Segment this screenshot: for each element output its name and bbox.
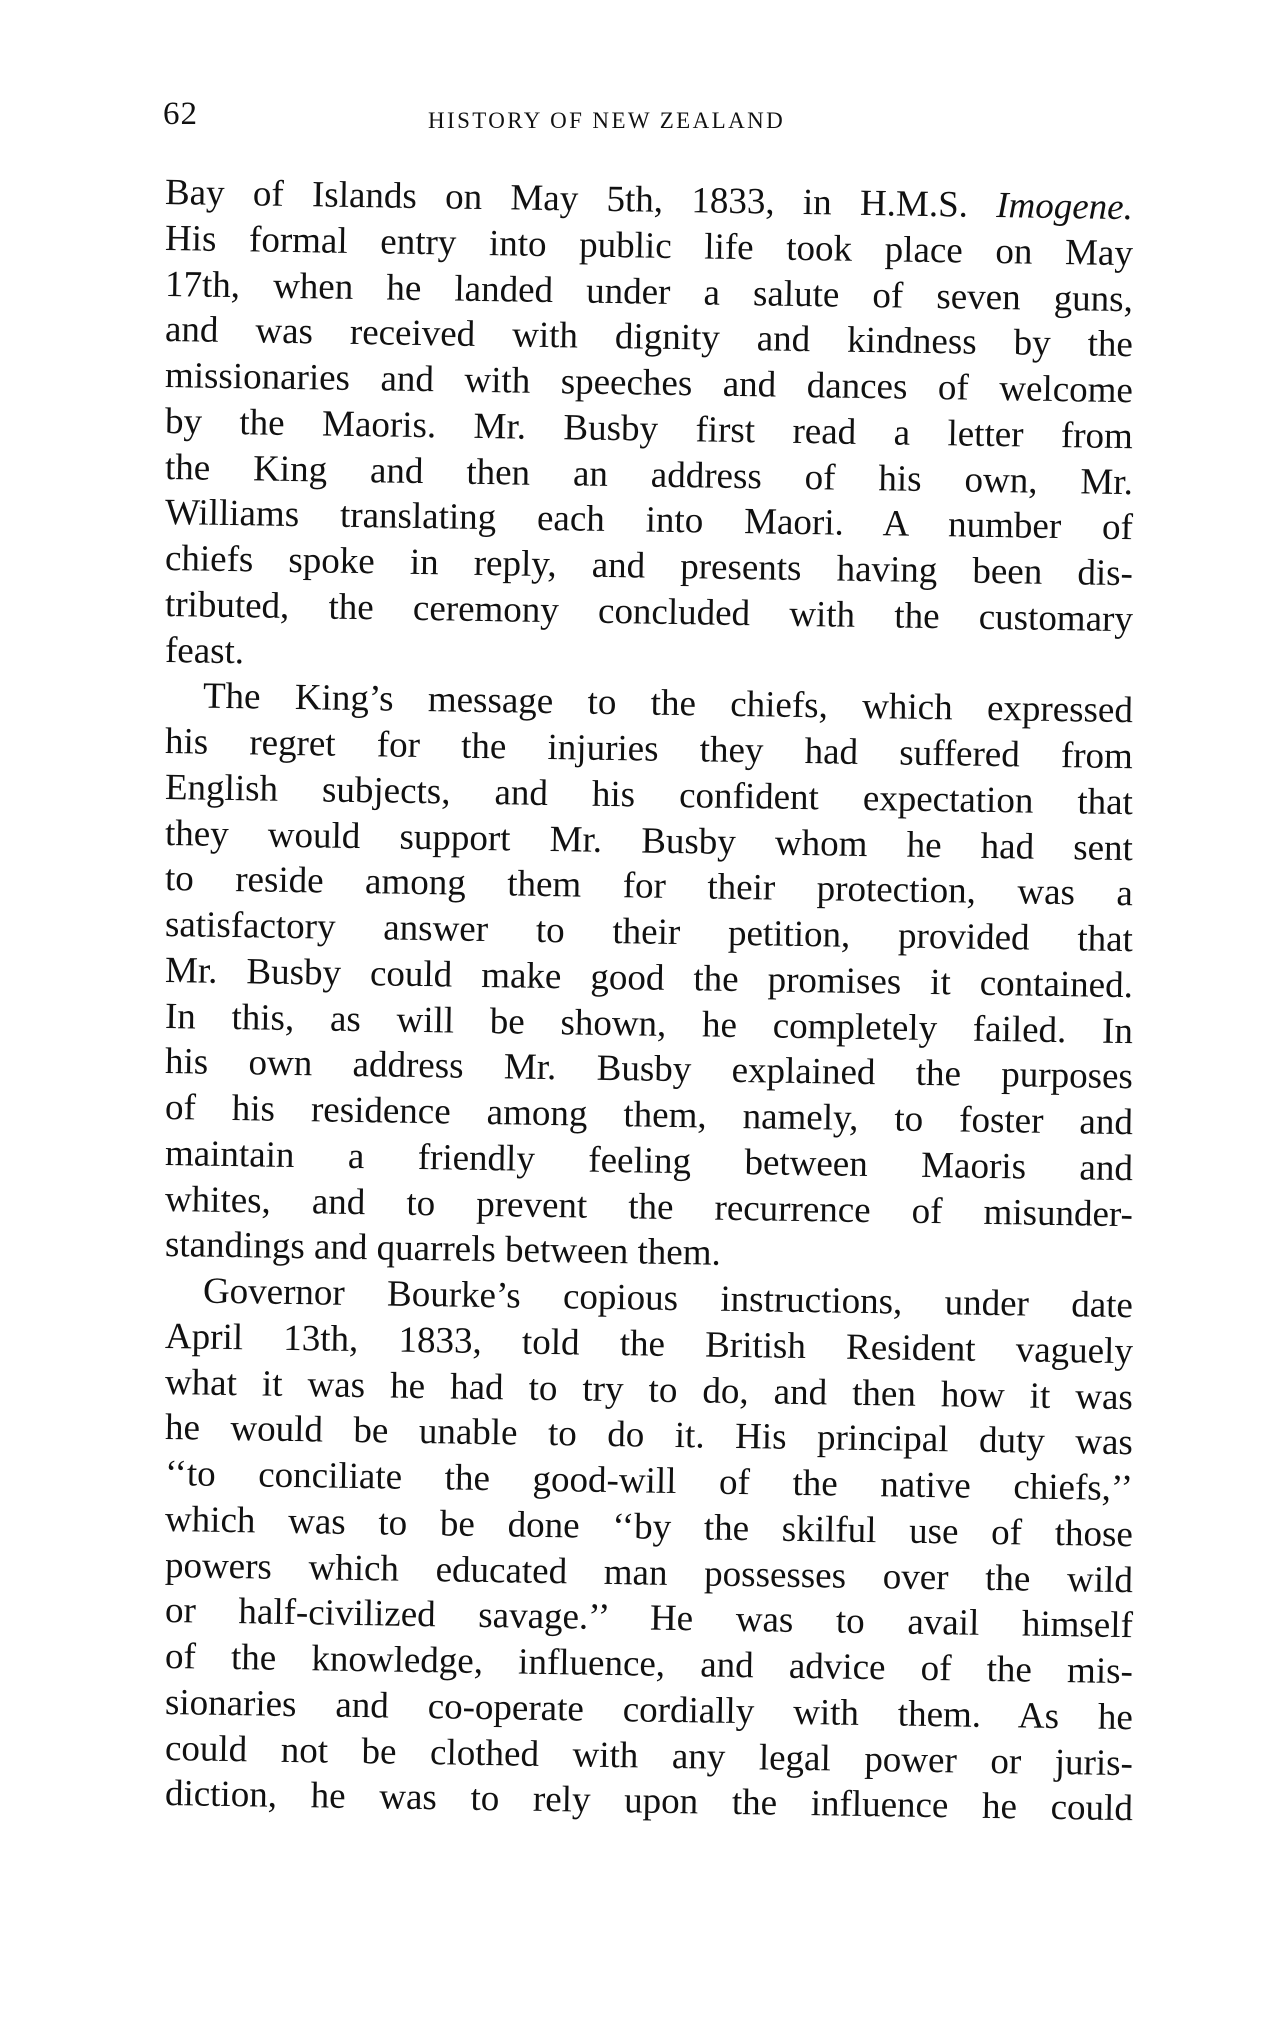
ship-name: Imogene. [995,185,1134,229]
text-line: and was received with dignity and kindness by the [164,309,1134,366]
text-line: he would be unable to do it. His principal duty was [164,1407,1134,1464]
text-line: whites, and to prevent the recurrence of misunder- [164,1178,1134,1235]
text-line: English subjects, and his confident expectation that [164,766,1134,823]
text-line: Williams translating each into Maori. A number of [164,492,1134,549]
text-line: The King’s message to the chiefs, which expressed [202,675,1134,732]
paragraph-1 [165,170,1133,673]
text-line: satisfactory answer to their petition, provided that [164,904,1134,961]
text-line: his regret for the injuries they had suffered from [164,721,1134,778]
paragraph-2 [164,673,1134,1274]
text-line: chiefs spoke in reply, and presents having been dis- [164,538,1134,595]
text-line: 17th, when he landed under a salute of seven guns, [164,263,1134,320]
text-line: could not be clothed with any legal power or juris- [164,1727,1134,1784]
text-line: by the Maoris. Mr. Busby first read a letter from [164,400,1134,457]
text-line: ‘‘to conciliate the good-will of the native chiefs,’’ [164,1453,1134,1510]
paragraph-3 [164,1268,1134,1830]
text-line: standings and quarrels between them. [164,1224,722,1274]
text-line: His formal entry into public life took place on May [164,217,1134,274]
page-header [163,96,1138,140]
text-line: tributed, the ceremony concluded with the customary [164,583,1134,640]
text-line: powers which educated man possesses over the wild [164,1544,1134,1601]
text-line: April 13th, 1833, told the British Resident vaguely [164,1315,1134,1372]
text-line: which was to be done ‘‘by the skilful use of those [164,1498,1134,1555]
text-line: feast. [164,629,245,672]
text-line: sionaries and co-operate cordially with them. As he [164,1681,1134,1738]
text-line: maintain a friendly feeling between Maoris and [164,1132,1134,1189]
page-number: 62 [163,96,198,132]
text-line: Mr. Busby could make good the promises it contained. [164,949,1134,1006]
text-line: his own address Mr. Busby explained the purposes [164,1041,1134,1098]
text-line: of the knowledge, influence, and advice of the mis- [164,1636,1134,1693]
text-line: what it was he had to try to do, and then how it was [164,1361,1134,1418]
body-text [164,170,1134,1830]
text-line: the King and then an address of his own, Mr. [164,446,1134,503]
text-line: Governor Bourke’s copious instructions, under date [202,1270,1134,1327]
text-line: of his residence among them, namely, to foster and [164,1087,1134,1144]
text-line-prefix: Bay of Islands on May 5th, 1833, in H.M.S. [164,172,969,226]
text-line: In this, as will be shown, he completely failed. In [164,995,1134,1052]
text-line: they would support Mr. Busby whom he had sent [164,812,1134,869]
text-line: missionaries and with speeches and dances of welcome [164,355,1134,412]
text-line: diction, he was to rely upon the influence he could [164,1773,1134,1830]
running-title: HISTORY OF NEW ZEALAND [428,108,786,133]
text-line: to reside among them for their protection, was a [164,858,1134,915]
text-line: or half-civilized savage.’’ He was to avail himself [164,1590,1134,1647]
